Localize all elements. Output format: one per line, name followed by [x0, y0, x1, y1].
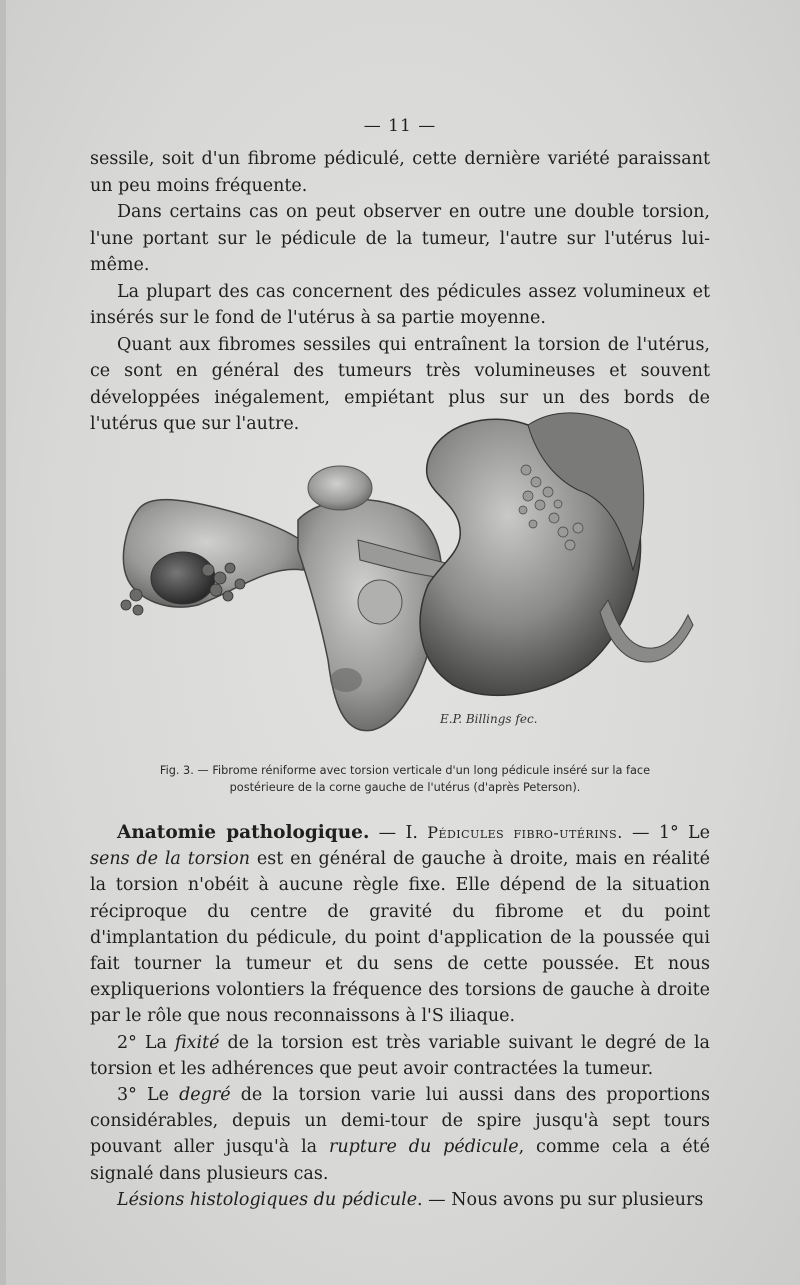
caption-line-2: postérieure de la corne gauche de l'utérus (d'après Peterson).	[229, 781, 581, 794]
paragraph-degre	[90, 1082, 710, 1187]
paragraph-continuation: sessile, soit d'un fibrome pédiculé, cette dernière variété paraissant un peu moins fréquente.	[90, 149, 710, 196]
p3-rest: , comme cela a été signalé dans plusieurs cas.	[90, 1137, 710, 1184]
p1-emphasis: sens de la torsion	[90, 849, 251, 870]
page-edge	[0, 0, 6, 1285]
caption-line-1: Fig. 3. — Fibrome réniforme avec torsion verticale d'un long pédicule inséré sur la face	[159, 764, 651, 777]
p4-emphasis: Lésions histologiques du pédicule	[117, 1189, 418, 1210]
page-number: — 11 —	[363, 116, 437, 136]
p3-mid: de la torsion varie lui aussi dans des proportions considérables, depuis un demi-tour de spire jusqu'à sept tours pouvant aller jusqu'à la	[90, 1085, 710, 1158]
figure-caption	[100, 762, 710, 796]
paragraph-fixite	[90, 1030, 710, 1082]
p4-rest: . — Nous avons pu sur plusieurs	[417, 1189, 704, 1210]
p2-rest: de la torsion est très variable suivant le degré de la torsion et les adhérences que peut avoir contractées la tumeur.	[90, 1032, 710, 1079]
paragraph-anatomie	[90, 820, 710, 1030]
engraver-signature: E.P. Billings fec.	[440, 712, 538, 726]
heading-separator: — I.	[369, 823, 428, 843]
p2-emphasis: fixité	[174, 1032, 220, 1053]
p3-emphasis-2: rupture du pédicule	[329, 1137, 519, 1158]
p3-pre: 3° Le	[117, 1085, 180, 1106]
p1-rest: est en général de gauche à droite, mais en réalité la torsion n'obéit à aucune règle fixe. Elle dépend de la situation réciproque du centre de gravité du fibrome et du point d'implantation du pédicule, du point d'application de la poussée qui fait tourner la tumeur et du sens de cette poussée. Et nous expliquerions volontiers la fréquence des torsions de gauche à droite par le rôle que nous reconnaissons à l'S iliaque.	[90, 849, 710, 1027]
subsection-heading: Pédicules fibro-utérins.	[427, 823, 623, 842]
p1-pre: — 1° Le	[622, 823, 710, 843]
p3-emphasis: degré	[179, 1085, 231, 1106]
paragraph-fibromes-sessiles: Quant aux fibromes sessiles qui entraînent la torsion de l'utérus, ce sont en général des tumeurs très volumineuses et souvent développées inégalement, empiétant plus sur un des bords de l'utérus que sur l'autre.	[90, 334, 710, 434]
uterus-fibroma-drawing	[108, 400, 700, 750]
paragraph-double-torsion: Dans certains cas on peut observer en outre une double torsion, l'une portant sur le pédicule de la tumeur, l'autre sur l'utérus lui-même.	[90, 202, 710, 275]
figure-illustration	[108, 400, 700, 750]
top-text-block	[90, 146, 710, 438]
bottom-text-block	[90, 820, 710, 1213]
paragraph-pedicules: La plupart des cas concernent des pédicules assez volumineux et insérés sur le fond de l'utérus à sa partie moyenne.	[90, 281, 710, 328]
paragraph-lesions	[90, 1187, 710, 1213]
p2-pre: 2° La	[117, 1032, 175, 1053]
section-heading: Anatomie pathologique.	[117, 822, 370, 843]
